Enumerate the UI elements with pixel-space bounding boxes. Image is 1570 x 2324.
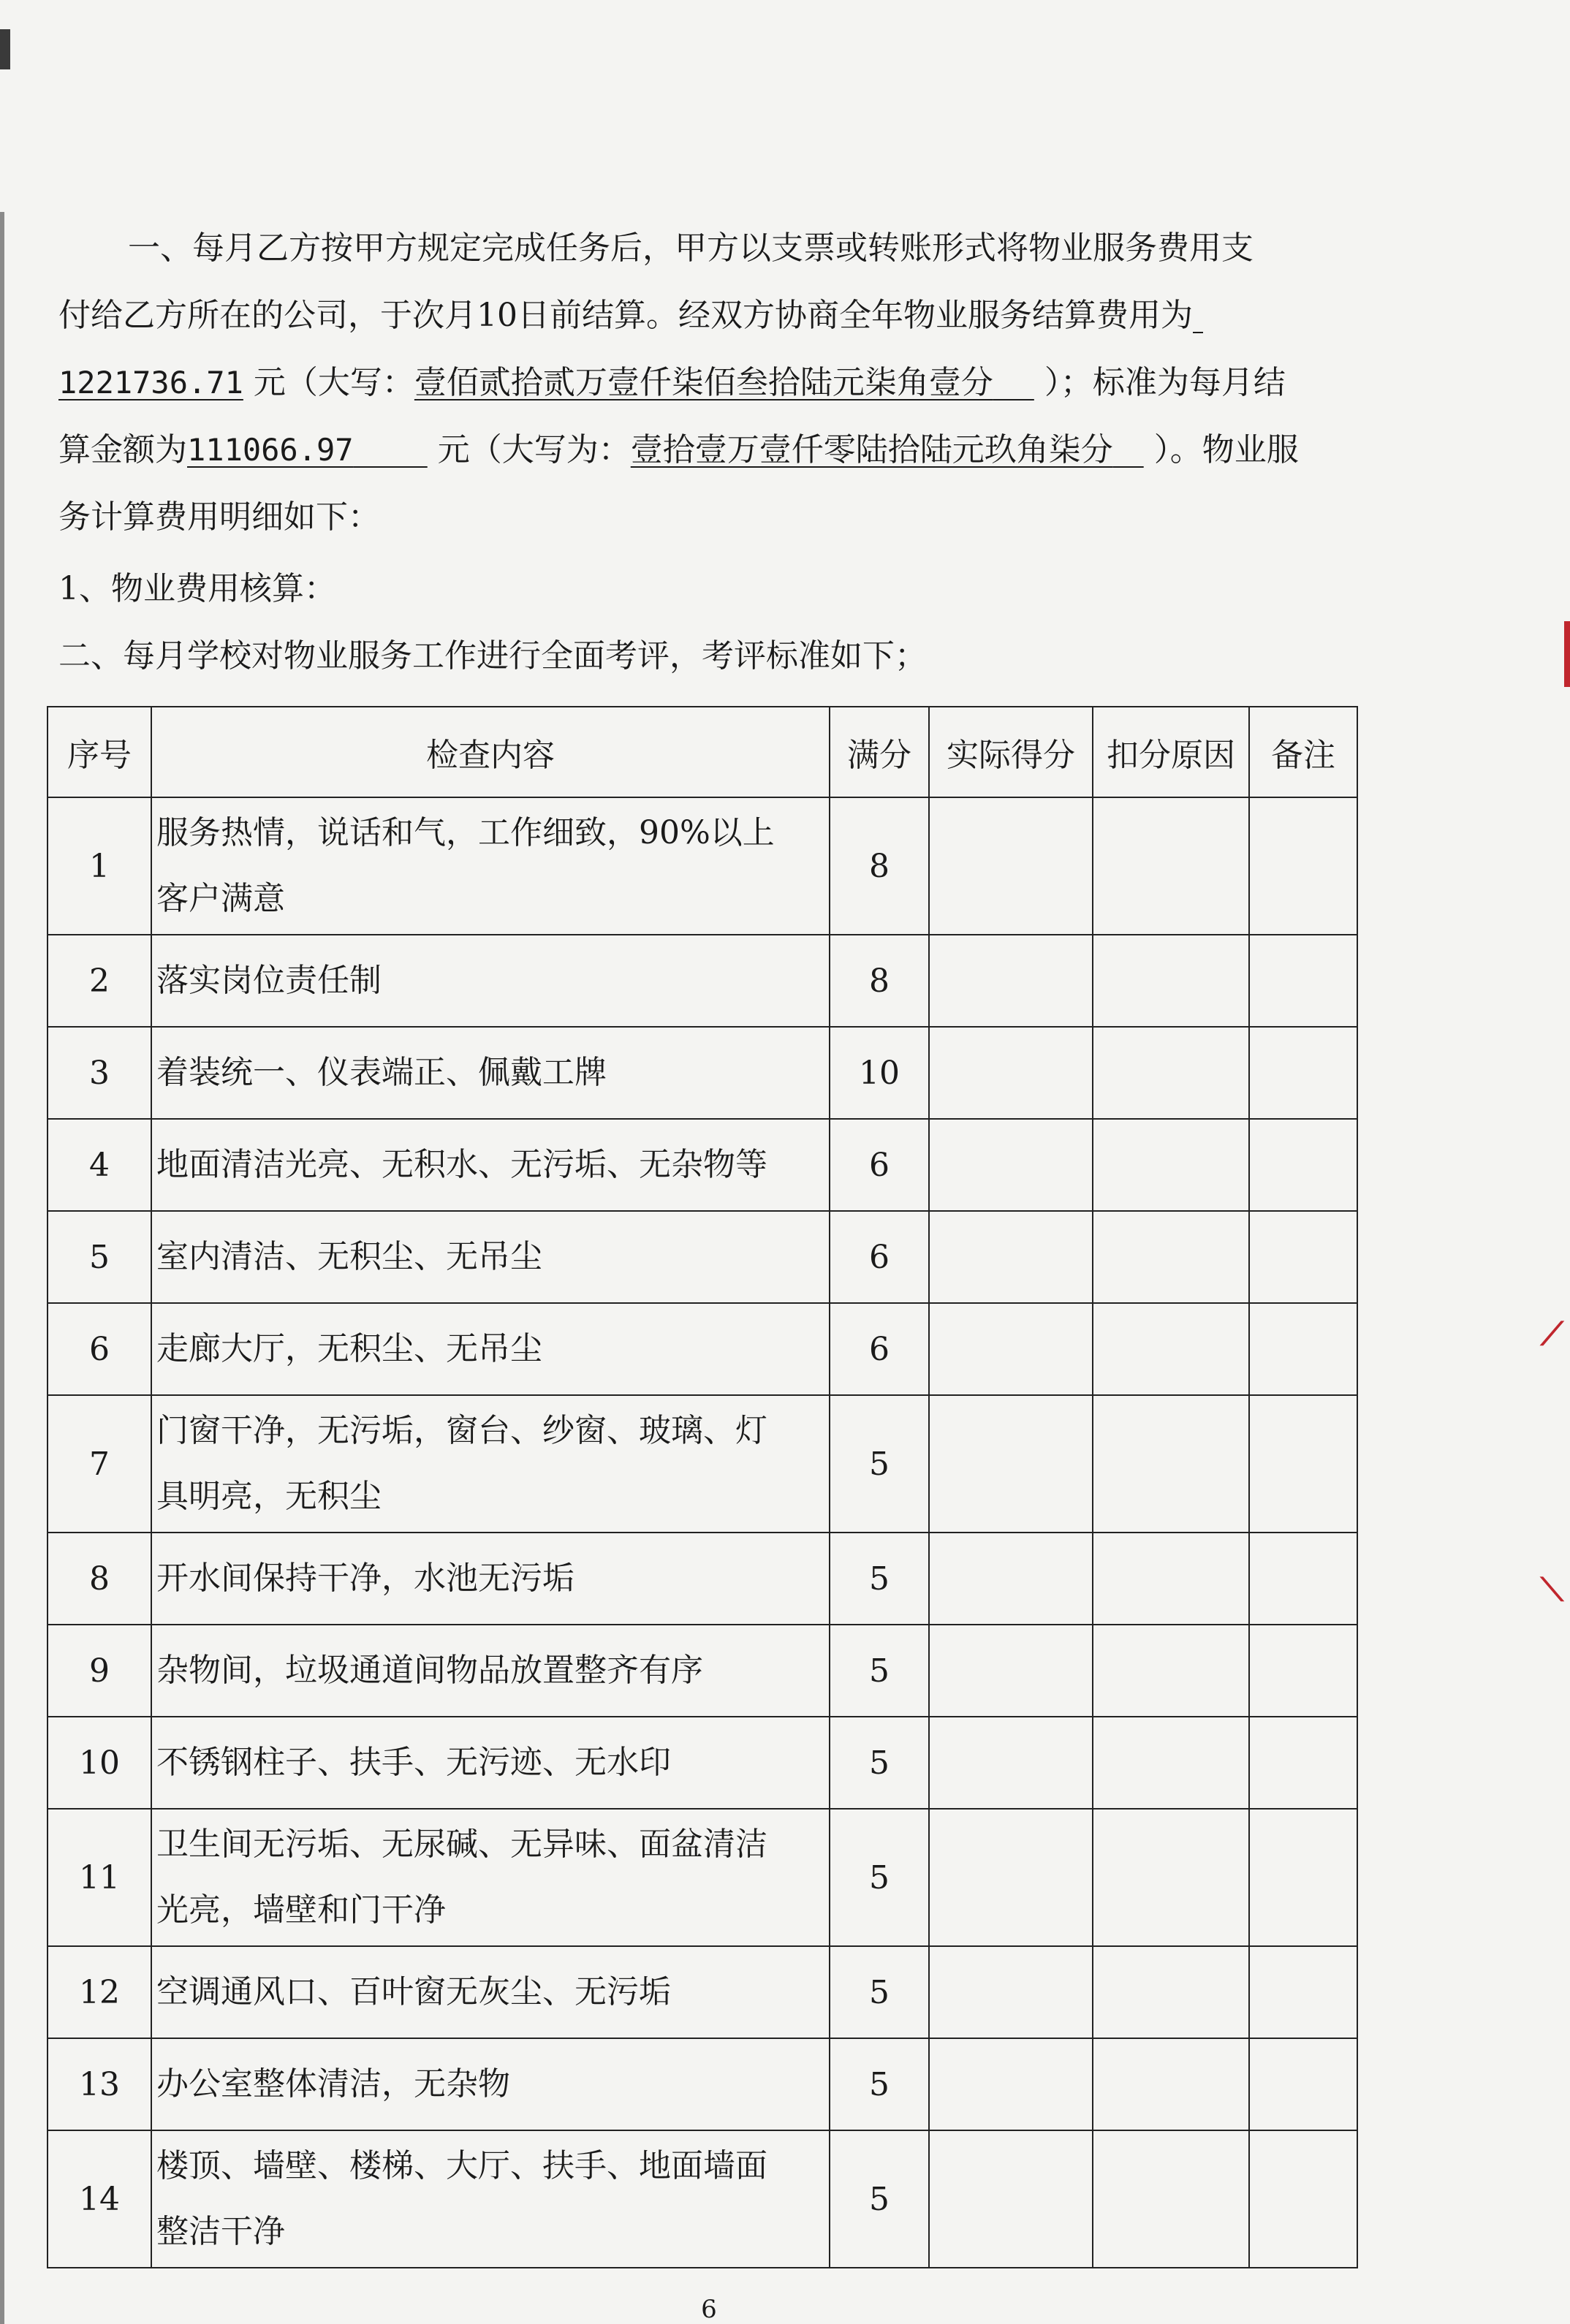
row-full-score: 10 [830, 1027, 929, 1119]
row-no: 8 [48, 1533, 151, 1625]
table-row [48, 2130, 1357, 2268]
note-cell[interactable] [1249, 935, 1357, 1027]
header-note: 备注 [1249, 707, 1357, 797]
row-no: 7 [48, 1395, 151, 1533]
row-no: 5 [48, 1211, 151, 1303]
table-row [48, 1395, 1357, 1533]
note-cell[interactable] [1249, 1303, 1357, 1395]
row-no: 13 [48, 2038, 151, 2130]
table-row [48, 1809, 1357, 1946]
table-header-row [48, 707, 1357, 797]
page-number: 6 [701, 2295, 717, 2324]
actual-score-cell[interactable] [929, 1027, 1093, 1119]
header-full-score: 满分 [830, 707, 929, 797]
actual-score-cell[interactable] [929, 1809, 1093, 1946]
row-no: 1 [48, 797, 151, 935]
row-full-score: 5 [830, 1946, 929, 2038]
header-no: 序号 [48, 707, 151, 797]
note-cell[interactable] [1249, 1027, 1357, 1119]
header-deduction-reason: 扣分原因 [1093, 707, 1249, 797]
actual-score-cell[interactable] [929, 1625, 1093, 1717]
actual-score-cell[interactable] [929, 935, 1093, 1027]
row-no: 9 [48, 1625, 151, 1717]
row-full-score: 5 [830, 2130, 929, 2268]
row-full-score: 5 [830, 1809, 929, 1946]
monthly-amount-words: 壹拾壹万壹仟零陆拾陆元玖角柒分 [630, 431, 1113, 468]
note-cell[interactable] [1249, 1533, 1357, 1625]
deduction-reason-cell[interactable] [1093, 1027, 1249, 1119]
standard-text: ）；标准为每月结 [1044, 364, 1286, 401]
seal-fragment: ⟋ [1541, 1315, 1563, 1353]
deduction-reason-cell[interactable] [1093, 2130, 1249, 2268]
actual-score-cell[interactable] [929, 1395, 1093, 1533]
note-cell[interactable] [1249, 1809, 1357, 1946]
monthly-suffix: ）。物业服 [1153, 431, 1299, 468]
actual-score-cell[interactable] [929, 1717, 1093, 1809]
deduction-reason-cell[interactable] [1093, 935, 1249, 1027]
paragraph-line-4 [58, 417, 1359, 484]
note-cell[interactable] [1249, 2130, 1357, 2268]
row-content: 卫生间无污垢、无尿碱、无异味、面盆清洁 光亮，墙壁和门干净 [151, 1809, 830, 1946]
row-content: 着装统一、仪表端正、佩戴工牌 [151, 1027, 830, 1119]
deduction-reason-cell[interactable] [1093, 1395, 1249, 1533]
table-row [48, 1119, 1357, 1211]
row-full-score: 6 [830, 1303, 929, 1395]
paragraph-line-5: 务计算费用明细如下： [58, 498, 380, 536]
note-cell[interactable] [1249, 2038, 1357, 2130]
actual-score-cell[interactable] [929, 2130, 1093, 2268]
row-full-score: 5 [830, 1717, 929, 1809]
row-full-score: 8 [830, 935, 929, 1027]
row-no: 11 [48, 1809, 151, 1946]
annual-amount-words: 壹佰贰拾贰万壹仟柒佰叁拾陆元柒角壹分 [414, 364, 993, 401]
table-row [48, 1717, 1357, 1809]
row-content: 落实岗位责任制 [151, 935, 830, 1027]
binding-mark [0, 29, 10, 69]
actual-score-cell[interactable] [929, 1211, 1093, 1303]
deduction-reason-cell[interactable] [1093, 1211, 1249, 1303]
row-content: 服务热情，说话和气，工作细致，90%以上 客户满意 [151, 797, 830, 935]
row-no: 10 [48, 1717, 151, 1809]
row-no: 6 [48, 1303, 151, 1395]
row-no: 4 [48, 1119, 151, 1211]
table-row [48, 1027, 1357, 1119]
monthly-prefix: 算金额为 [58, 431, 187, 468]
actual-score-cell[interactable] [929, 2038, 1093, 2130]
yuan-text-1: 元（大写： [253, 364, 414, 401]
row-content: 不锈钢柱子、扶手、无污迹、无水印 [151, 1717, 830, 1809]
table-row [48, 797, 1357, 935]
header-content: 检查内容 [151, 707, 830, 797]
paragraph-line-1: 一、每月乙方按甲方规定完成任务后，甲方以支票或转账形式将物业服务费用支 [128, 229, 1254, 267]
row-no: 2 [48, 935, 151, 1027]
row-content: 空调通风口、百叶窗无灰尘、无污垢 [151, 1946, 830, 2038]
deduction-reason-cell[interactable] [1093, 1625, 1249, 1717]
yuan-text-2: 元（大写为： [437, 431, 631, 468]
row-full-score: 5 [830, 1625, 929, 1717]
annual-amount: 1221736.71 [58, 365, 243, 400]
seal-fragment [1564, 621, 1570, 687]
deduction-reason-cell[interactable] [1093, 2038, 1249, 2130]
row-no: 12 [48, 1946, 151, 2038]
section-fee-accounting: 1、物业费用核算： [58, 570, 336, 607]
table-row [48, 1625, 1357, 1717]
row-content: 地面清洁光亮、无积水、无污垢、无杂物等 [151, 1119, 830, 1211]
row-content: 门窗干净，无污垢，窗台、纱窗、玻璃、灯 具明亮，无积尘 [151, 1395, 830, 1533]
actual-score-cell[interactable] [929, 1946, 1093, 2038]
page-edge-shadow [0, 212, 4, 2324]
actual-score-cell[interactable] [929, 797, 1093, 935]
row-no: 14 [48, 2130, 151, 2268]
note-cell[interactable] [1249, 1625, 1357, 1717]
row-full-score: 5 [830, 1395, 929, 1533]
row-full-score: 5 [830, 2038, 929, 2130]
row-full-score: 8 [830, 797, 929, 935]
row-full-score: 5 [830, 1533, 929, 1625]
actual-score-cell[interactable] [929, 1533, 1093, 1625]
note-cell[interactable] [1249, 1395, 1357, 1533]
evaluation-table [47, 706, 1358, 2268]
actual-score-cell[interactable] [929, 1303, 1093, 1395]
deduction-reason-cell[interactable] [1093, 1946, 1249, 2038]
note-cell[interactable] [1249, 1119, 1357, 1211]
note-cell[interactable] [1249, 1946, 1357, 2038]
row-content: 杂物间，垃圾通道间物品放置整齐有序 [151, 1625, 830, 1717]
row-content: 楼顶、墙壁、楼梯、大厅、扶手、地面墙面 整洁干净 [151, 2130, 830, 2268]
row-content: 走廊大厅，无积尘、无吊尘 [151, 1303, 830, 1395]
paragraph-line-2-text: 付给乙方所在的公司，于次月10日前结算。经双方协商全年物业服务结算费用为 [58, 297, 1193, 334]
deduction-reason-cell[interactable] [1093, 1119, 1249, 1211]
row-full-score: 6 [830, 1119, 929, 1211]
deduction-reason-cell[interactable] [1093, 1717, 1249, 1809]
table-row [48, 1303, 1357, 1395]
seal-fragment: ⟍ [1541, 1571, 1563, 1609]
deduction-reason-cell[interactable] [1093, 797, 1249, 935]
note-cell[interactable] [1249, 1211, 1357, 1303]
monthly-amount: 111066.97 [187, 432, 354, 468]
table-row [48, 2038, 1357, 2130]
paragraph-line-2 [58, 282, 1359, 349]
note-cell[interactable] [1249, 1717, 1357, 1809]
section-evaluation-standard: 二、每月学校对物业服务工作进行全面考评，考评标准如下； [58, 637, 927, 675]
row-content: 室内清洁、无积尘、无吊尘 [151, 1211, 830, 1303]
row-content: 开水间保持干净，水池无污垢 [151, 1533, 830, 1625]
payment-paragraph [58, 215, 1359, 551]
table-row [48, 1946, 1357, 2038]
header-actual-score: 实际得分 [929, 707, 1093, 797]
deduction-reason-cell[interactable] [1093, 1303, 1249, 1395]
table-row [48, 1533, 1357, 1625]
deduction-reason-cell[interactable] [1093, 1533, 1249, 1625]
note-cell[interactable] [1249, 797, 1357, 935]
row-content: 办公室整体清洁，无杂物 [151, 2038, 830, 2130]
deduction-reason-cell[interactable] [1093, 1809, 1249, 1946]
paragraph-line-3 [58, 349, 1359, 417]
table-row [48, 1211, 1357, 1303]
actual-score-cell[interactable] [929, 1119, 1093, 1211]
row-full-score: 6 [830, 1211, 929, 1303]
row-no: 3 [48, 1027, 151, 1119]
table-row [48, 935, 1357, 1027]
blank-underline [1193, 297, 1203, 334]
